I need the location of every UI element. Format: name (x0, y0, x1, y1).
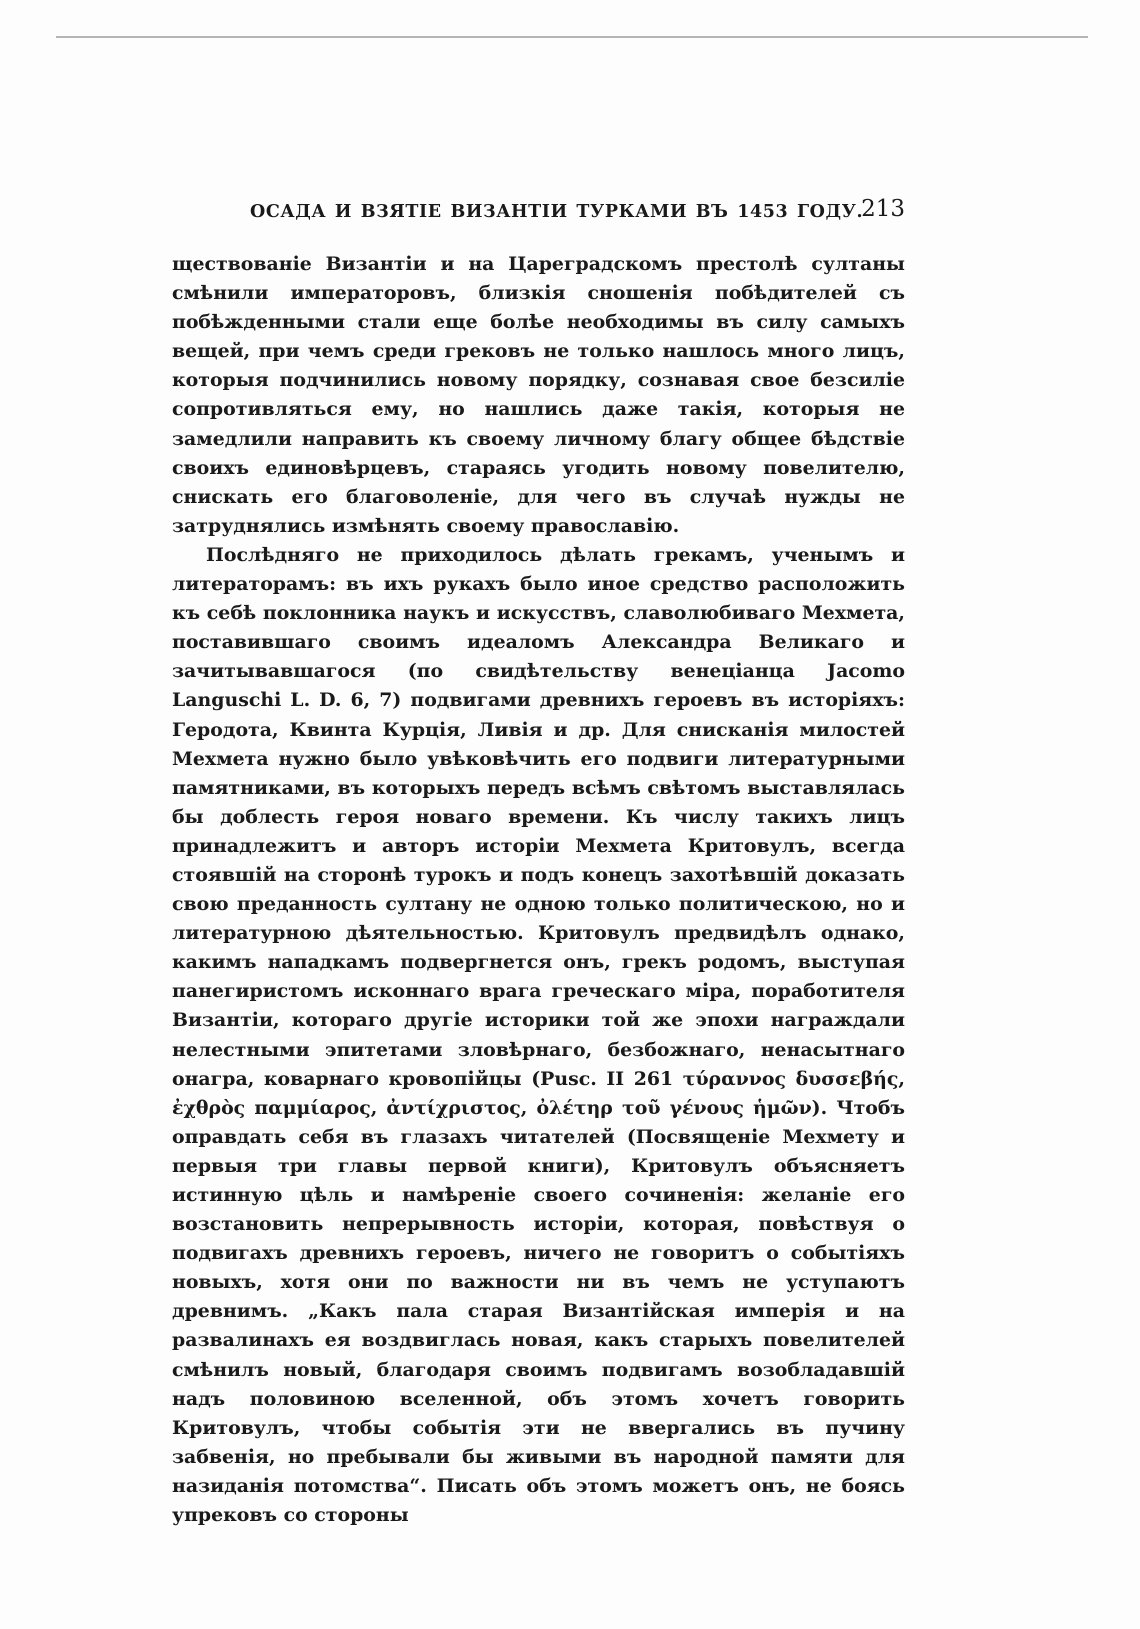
page-header (172, 196, 905, 230)
scan-top-edge (56, 36, 1088, 38)
paragraph-kritovul: Послѣдняго не приходилось дѣлать грекамъ, ученымъ и литераторамъ: въ ихъ рукахъ было иное средство расположить къ себѣ поклонника наукъ и искусствъ, славолюбиваго Мехмета, поставившаго своимъ идеаломъ Александра Великаго и зачитывавшагося (по свидѣтельству венеціанца Jacomo Languschi L. D. 6, 7) подвигами древнихъ героевъ въ исторіяхъ: Геродота, Квинта Курція, Ливія и др. Для снисканія милостей Мехмета нужно было увѣковѣчить его подвиги литературными памятниками, въ которыхъ передъ всѣмъ свѣтомъ выставлялась бы доблесть героя новаго времени. Къ числу такихъ лицъ принадлежитъ и авторъ исторіи Мехмета Критовулъ, всегда стоявшій на сторонѣ турокъ и подъ конецъ захотѣвшій доказать свою преданность султану не одною только политическою, но и литературною дѣятельностью. Критовулъ предвидѣлъ однако, какимъ нападкамъ подвергнется онъ, грекъ родомъ, выступая панегиристомъ исконнаго врага греческаго міра, поработителя Византіи, котораго другіе историки той же эпохи награждали нелестными эпитетами зловѣрнаго, безбожнаго, ненасытнаго онагра, коварнаго кровопійцы (Pusc. II 261 τύραννος δυσσεβής, ἐχθρὸς παμμίαρος, ἀντίχριστος, ὀλέτηρ τοῦ γένους ἡμῶν). Чтобъ оправдать себя въ глазахъ читателей (Посвященіе Мехмету и первыя три главы первой книги), Критовулъ объясняетъ истинную цѣль и намѣреніе своего сочиненія: желаніе его возстановить непрерывность исторіи, которая, повѣствуя о подвигахъ древнихъ героевъ, ничего не говоритъ о событіяхъ новыхъ, хотя они по важности ни въ чемъ не уступаютъ древнимъ. „Какъ пала старая Византійская имперія и на развалинахъ ея воздвиглась новая, какъ старыхъ повелителей смѣнилъ новый, благодаря своимъ подвигамъ возобладавшій надъ половиною вселенной, объ этомъ хочетъ говорить Критовулъ, чтобы событія эти не ввергались въ пучину забвенія, но пребывали бы живыми въ народной памяти для назиданія потомства“. Писать объ этомъ можетъ онъ, не боясь упрековъ со стороны (172, 543, 905, 1527)
main-text (172, 250, 905, 1530)
page-number: 213 (861, 196, 905, 222)
paragraph-continued: ществованіе Византіи и на Цареградскомъ престолѣ султаны смѣнили императоровъ, близкія сношенія побѣдителей съ побѣжденными стали еще болѣе необходимы въ силу самыхъ вещей, при чемъ среди грековъ не только нашлось много лицъ, которыя подчинились новому порядку, сознавая свое безсиліе сопротивляться ему, но нашлись даже такія, которыя не замедлили направить къ своему личному благу общее бѣдствіе своихъ единовѣрцевъ, стараясь угодить новому повелителю, снискать его благоволеніе, для чего въ случаѣ нужды не затруднялись измѣнять своему православію. (172, 253, 905, 537)
running-title: ОСАДА И ВЗЯТІЕ ВИЗАНТІИ ТУРКАМИ ВЪ 1453 ГОДУ. (250, 202, 864, 222)
